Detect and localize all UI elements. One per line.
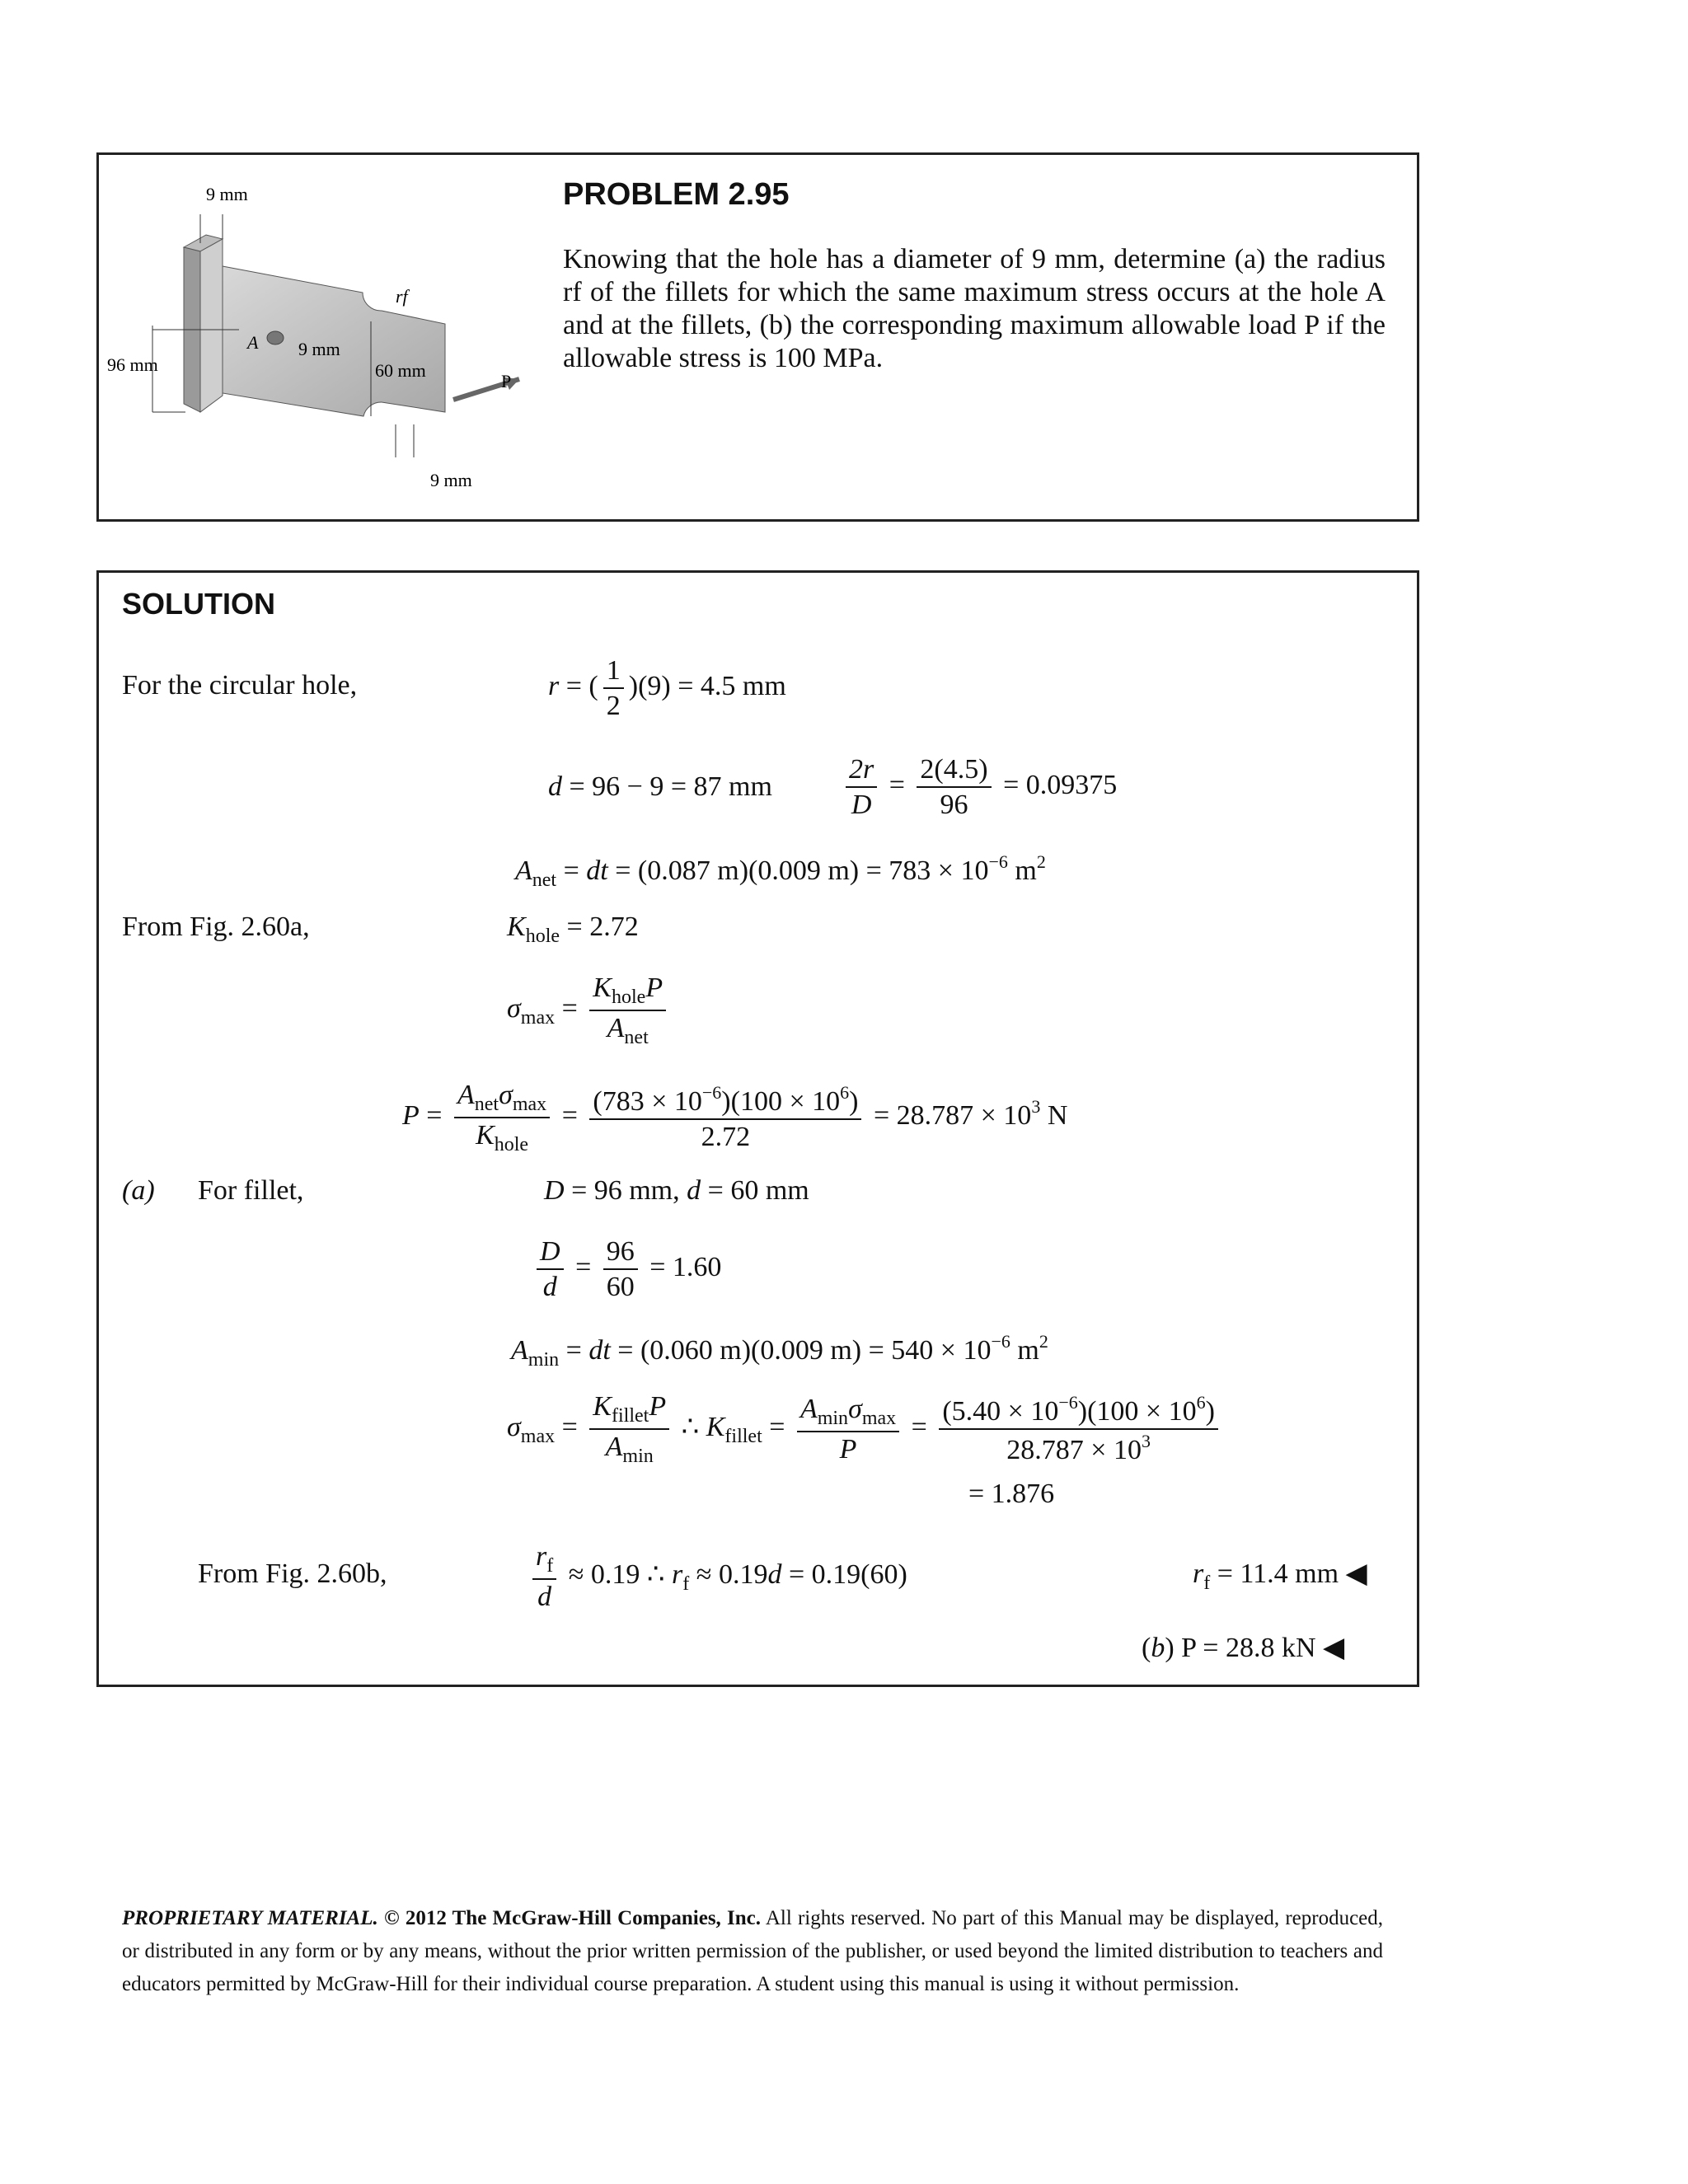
eq-khole: $K_{hole} = 2.72$ [507,912,639,947]
eq-r: r = ( $\frac{1}{2}$ )(9) = 4.5 mm [548,655,786,722]
eq-D-d: D = 96 mm, d = 60 mm [544,1175,809,1206]
answer-b: (b) P = 28.8 kN ◀ [1142,1633,1345,1663]
eq-D-over-d: $\frac{D}{d}$ = $\frac{96}{60}$ = 1.60 [532,1236,721,1303]
kf-numerator: (5.40 × 10 [942,1396,1059,1427]
answer-a-value: = 11.4 mm [1217,1558,1339,1589]
problem-statement [563,243,1386,375]
label-for-fillet: For fillet, [198,1175,304,1206]
p-frac-denominator: 2.72 [701,1122,751,1153]
hole-dia-label: 9 mm [298,339,340,359]
height-label: 96 mm [107,354,158,375]
ratio-denominator: 96 [940,790,968,821]
Dd-numerator: 96 [603,1236,638,1270]
Dd-denominator: 60 [606,1272,635,1303]
answer-a: $r_f = 11.4$ mm ◀ [1193,1558,1367,1594]
eq-anet-rhs: = (0.087 m)(0.009 m) = 783 × 10 [615,855,989,886]
eq-kfillet: $\sigma_{max}$ = $\frac{K_{fillet}P}{A_{min}}$ ∴ $K_{fillet}$ = $\frac{A_{min}\sigma_{max}}{P}$ = $\frac{(5.40 \times 10^{-6})(100 \times 10^6)}{28.787 \times 10^3}$ [507,1391,1223,1468]
eq-d-value: = 96 − 9 = 87 mm [569,771,772,802]
problem-title: PROBLEM 2.95 [563,177,790,212]
answer-marker-icon: ◀ [1345,1558,1367,1589]
p-value: = 28.787 × 10 [873,1100,1032,1132]
kf-denominator: 28.787 × 10 [1006,1435,1142,1466]
rf-approx-value: ≈ 0.19 [568,1559,640,1591]
eq-d60-value: = 60 mm [707,1175,809,1206]
footer-text: All rights reserved. No part of this Manual may be displayed, reproduced, or distributed in any form or by any means, without the prior written permission of the publisher, or used beyond the limited distribution to teachers and educators permitted by McGraw-Hill for their individual course preparation. A student using this manual is using it without permission. [122,1907,1384,1995]
eq-ratio: $\frac{2r}{D}$ = $\frac{2(4.5)}{96}$ = 0.09375 [841,754,1117,821]
Dd-value: = 1.60 [649,1252,722,1283]
problem-text: Knowing that the hole has a diameter of 9 mm, determine (a) the radius rf of the fillets for which the same maximum stress occurs at the hole A and at the fillets, (b) the corresponding maximum allowable load P if the allowable stress is 100 MPa. [563,244,1386,373]
eq-khole-value: = 2.72 [566,912,639,942]
footer-copyright: © 2012 The McGraw-Hill Companies, Inc. [383,1907,761,1929]
eq-D-value: = 96 mm, [571,1175,680,1206]
footer-notice [122,1902,1383,2001]
rf-approx-result: = 0.19(60) [788,1559,907,1591]
label-fig-b: From Fig. 2.60b, [198,1558,387,1589]
answer-b-value: P = 28.8 kN [1181,1633,1316,1663]
label-circular-hole: For the circular hole, [122,670,358,701]
label-fig-a: From Fig. 2.60a, [122,912,310,942]
label-part-a [122,1174,155,1208]
ratio-numerator: 2(4.5) [917,754,991,788]
hole-label: A [247,332,259,353]
ratio-value: = 0.09375 [1003,770,1118,801]
top-thickness-label: 9 mm [206,184,248,204]
fillet-radius-label: rf [396,286,408,307]
eq-r-value: (9) = 4.5 mm [638,671,786,702]
kf-value: = 1.876 [968,1479,1055,1509]
answer-marker-icon: ◀ [1323,1633,1345,1663]
bottom-thickness-label: 9 mm [430,470,472,490]
eq-sigma-max: $\sigma_{max}$ = $\frac{K_{hole}P}{A_{net}}$ [507,972,671,1049]
bar-figure [107,169,536,507]
eq-d: d = 96 − 9 = 87 mm [548,771,772,802]
width-label: 60 mm [375,360,426,381]
eq-anet: $A_{net}$ = dt = (0.087 m)(0.009 $m) = 783 \times 10^{-6}$ $m^2$ [515,851,1046,891]
eq-amin-rhs: = (0.060 m)(0.009 m) = 540 × 10 [617,1335,992,1366]
part-a-text: (a) [122,1175,155,1206]
footer-bold: PROPRIETARY MATERIAL. [122,1907,378,1929]
eq-rf: $\frac{r_f}{d}$ ≈ 0.19 ∴ $r_f \approx 0.19d = 0.19(60)$ [528,1541,907,1613]
p-frac-numerator: (783 × 10 [593,1086,702,1117]
solution-title: SOLUTION [122,587,275,621]
eq-p: P = $\frac{A_{net}\sigma_{max}}{K_{hole}}$ = $\frac{(783 \times 10^{-6})(100 \times 10^6)}{2.72}$ = $28.787 \times 10^3$ N [402,1080,1068,1156]
load-label: P [501,371,512,391]
eq-amin: $A_{min}$ = dt = (0.060 m)(0.009 $m) = 540 \times 10^{-6}$ $m^2$ [511,1331,1048,1371]
